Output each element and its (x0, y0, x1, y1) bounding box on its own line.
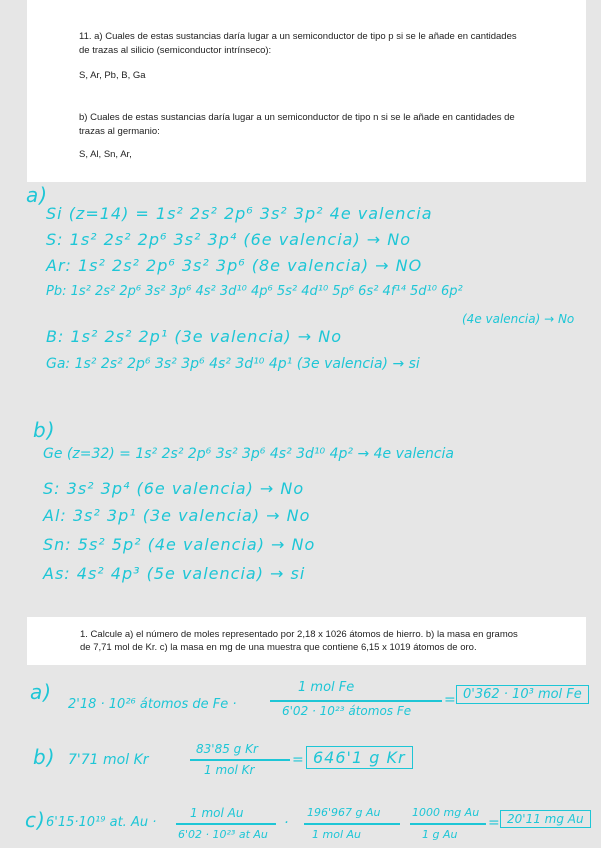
hw1-c-denominator-1: 6'02 · 10²³ at Au (178, 828, 268, 841)
hw-a-ar: Ar: 1s² 2s² 2p⁶ 3s² 3p⁶ (8e valencia) → NO (46, 256, 423, 275)
hw1-c-fraction-bar-2 (304, 823, 400, 825)
hw1-c-numerator-1: 1 mol Au (190, 806, 244, 820)
hw-b-ge: Ge (z=32) = 1s² 2s² 2p⁶ 3s² 3p⁶ 4s² 3d¹⁰ 4p² → 4e valencia (43, 446, 455, 462)
hw-b-sn: Sn: 5s² 5p² (4e valencia) → No (43, 535, 316, 554)
hw1-b-left: 7'71 mol Kr (68, 752, 149, 768)
q11-b-options: S, Al, Sn, Ar, (79, 149, 132, 160)
hw-a-pb-note: (4e valencia) → No (462, 312, 575, 326)
hw-a-b: B: 1s² 2s² 2p¹ (3e valencia) → No (46, 327, 342, 346)
hw1-b-fraction-bar (190, 759, 290, 761)
q1-line2: de 7,71 mol de Kr. c) la masa en mg de una muestra que contiene 6,15 x 1019 átomos de oro. (80, 642, 477, 653)
hw-a-ga: Ga: 1s² 2s² 2p⁶ 3s² 3p⁶ 4s² 3d¹⁰ 4p¹ (3e valencia) → si (46, 356, 420, 372)
hw1-a-fraction-bar (270, 700, 442, 702)
q11-b-line2: trazas al germanio: (79, 126, 160, 137)
q11-a-line2: de trazas al silicio (semiconductor intrínseco): (79, 45, 272, 56)
hw1-c-numerator-2: 196'967 g Au (307, 806, 381, 819)
hw1-a-result: 0'362 · 10³ mol Fe (456, 685, 589, 704)
hw1-a-denominator: 6'02 · 10²³ átomos Fe (282, 704, 412, 718)
question-11-card (27, 0, 586, 182)
q1-line1: 1. Calcule a) el número de moles representado por 2,18 x 1026 átomos de hierro. b) la masa en gramos (80, 629, 518, 640)
hw1-c-label: c) (25, 808, 46, 832)
hw1-b-label: b) (33, 745, 56, 769)
hw1-b-equals: = (292, 752, 305, 768)
hw1-c-numerator-3: 1000 mg Au (412, 806, 480, 819)
hw-a-label: a) (26, 183, 49, 207)
hw1-c-denominator-2: 1 mol Au (312, 828, 361, 841)
hw-a-s: S: 1s² 2s² 2p⁶ 3s² 3p⁴ (6e valencia) → No (46, 230, 412, 249)
hw-a-pb: Pb: 1s² 2s² 2p⁶ 3s² 3p⁶ 4s² 3d¹⁰ 4p⁶ 5s² 4d¹⁰ 5p⁶ 6s² 4f¹⁴ 5d¹⁰ 6p² (46, 284, 463, 299)
hw1-c-equals: = (488, 815, 501, 831)
question-1-card (27, 617, 586, 665)
hw1-c-denominator-3: 1 g Au (422, 828, 458, 841)
hw1-b-denominator: 1 mol Kr (204, 763, 255, 777)
hw1-a-equals: = (444, 692, 457, 708)
q11-a-line1: 11. a) Cuales de estas sustancias daría lugar a un semiconductor de tipo p si se le añade en cantidades (79, 31, 517, 42)
q11-b-line1: b) Cuales de estas sustancias daría lugar a un semiconductor de tipo n si se le añade en cantidades de (79, 112, 515, 123)
hw1-a-label: a) (30, 680, 53, 704)
hw1-b-result: 646'1 g Kr (306, 746, 413, 769)
hw1-c-result: 20'11 mg Au (500, 810, 591, 828)
hw1-a-numerator: 1 mol Fe (298, 680, 355, 695)
hw-b-label: b) (33, 418, 56, 442)
hw-b-s: S: 3s² 3p⁴ (6e valencia) → No (43, 479, 305, 498)
q11-a-options: S, Ar, Pb, B, Ga (79, 70, 146, 81)
hw1-c-fraction-bar-1 (176, 823, 276, 825)
hw1-c-left: 6'15·10¹⁹ at. Au · (46, 815, 157, 830)
hw-b-as: As: 4s² 4p³ (5e valencia) → si (43, 564, 306, 583)
hw-a-si: Si (z=14) = 1s² 2s² 2p⁶ 3s² 3p² 4e valencia (46, 204, 433, 223)
hw1-a-left: 2'18 · 10²⁶ átomos de Fe · (68, 697, 237, 712)
hw1-c-dot: · (284, 815, 290, 831)
hw1-b-numerator: 83'85 g Kr (196, 742, 258, 756)
hw1-c-fraction-bar-3 (410, 823, 486, 825)
hw-b-al: Al: 3s² 3p¹ (3e valencia) → No (43, 506, 311, 525)
